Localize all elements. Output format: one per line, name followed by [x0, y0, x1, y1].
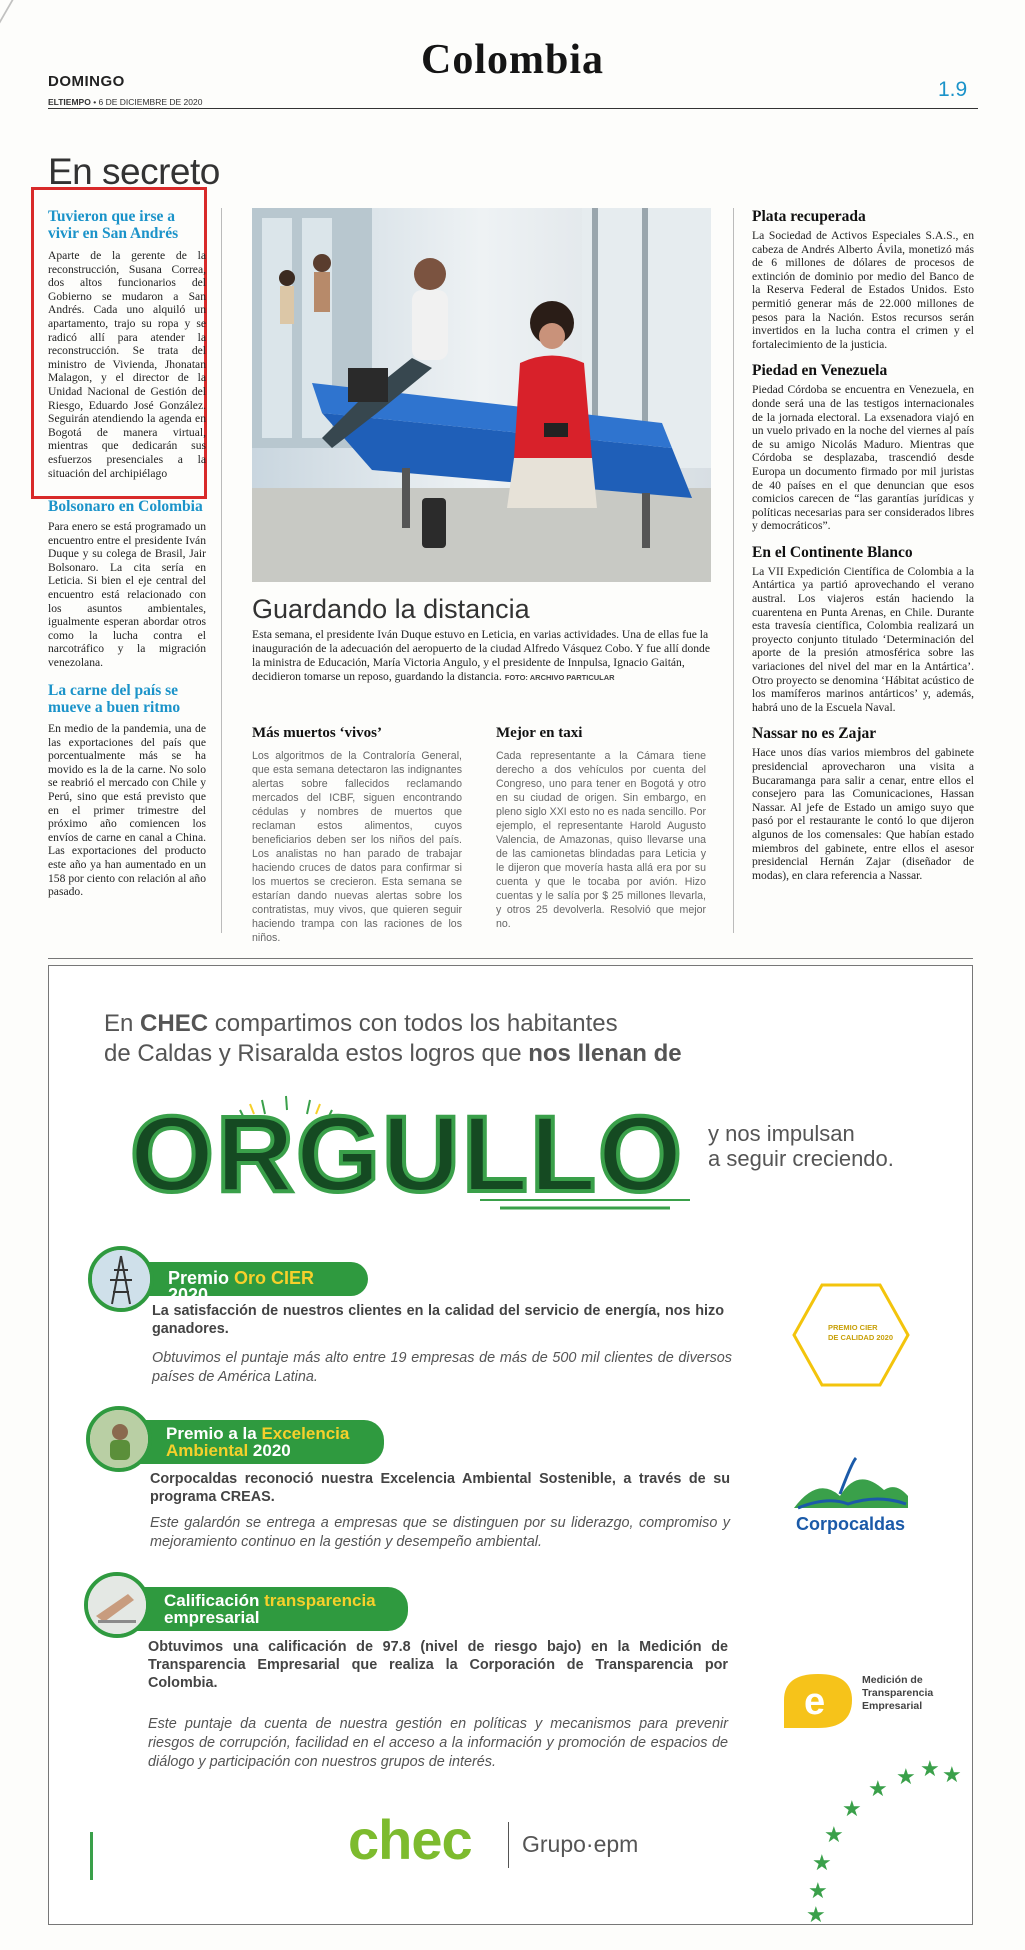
transparencia-text: Medición de Transparencia Empresarial: [862, 1674, 934, 1712]
story-title: Bolsonaro en Colombia: [48, 498, 203, 515]
award-title-highlight: Ambiental: [166, 1441, 249, 1460]
page-corner-mark: [0, 0, 24, 40]
award-title-highlight: transparencia: [264, 1591, 376, 1610]
power-tower-icon: [88, 1246, 154, 1312]
ad-intro-text: de Caldas y Risaralda estos logros que: [104, 1040, 529, 1067]
column-rule: [221, 208, 222, 933]
photo-credit: FOTO: ARCHIVO PARTICULAR: [504, 673, 615, 682]
corpocaldas-text: Corpocaldas: [795, 1514, 906, 1534]
footer-small-mark: [90, 1832, 106, 1880]
airport-waiting-photo: [252, 208, 711, 582]
story-title: En el Continente Blanco: [752, 543, 913, 561]
badge-text-2: DE CALIDAD 2020: [828, 1333, 894, 1342]
power-tower-graphic: [92, 1250, 150, 1308]
corpocaldas-logo: [788, 1456, 913, 1536]
section-title: En secreto: [48, 151, 220, 192]
story-body: La VII Expedición Científica de Colombia a la Antártica ya partió aprovechando el verano austral. Los viajeros están haciendo la cuarentena en Punta Arenas, en Chile. Durante esta travesía científica, Colombia realizará un proyecto conjunto titulado ‘Determinación del aporte de la presión atmosférica sobre las variaciones del nivel del mar en la Antártica’. Otro proyecto se denomina ‘Hábitat acústico de los mamíferos marinos antárticos’ y, además, habrá uno de la Escuela Naval.: [752, 564, 974, 714]
story-title: La carne del país se mueve a buen ritmo: [48, 682, 181, 716]
svg-text:e: e: [804, 1681, 826, 1723]
award-title-part: Premio: [168, 1268, 235, 1288]
story-body: Hace unos días varios miembros del gabinete presidencial aprovecharon una visita a Bucaramanga para salir a cenar, entre ellos el consejero para las Comunicaciones, Hassan Nassar. Al jefe de Estado un amigo suyo que pasó por el restaurante le contó lo que dijeron algunos de los comensales: Que habían estado miembros del gabinete, entre ellos el asesor presidencial Hernán Zajar (diseñador de modas), en clara referencia a Nassar.: [752, 746, 974, 882]
ad-intro-text: compartimos con todos los habitantes: [208, 1010, 618, 1037]
story-title: Más muertos ‘vivos’: [252, 725, 382, 741]
grupo-epm-logo: Grupo·epm: [522, 1831, 639, 1857]
footer-divider: [508, 1822, 509, 1868]
award-text: Obtuvimos una calificación de 97.8 (nivel de riesgo bajo) en la Medición de Transparencia Empresarial que realiza la Corporación de Transparencia por Colombia.: [148, 1639, 728, 1691]
left-column: [48, 208, 206, 914]
photo-caption: Esta semana, el presidente Iván Duque estuvo en Leticia, en varias actividades. Una de ellas fue la inauguración de la adecuación del aeropuerto de la ciudad Alfredo Vásquez Cobo. Y fue allí donde la ministra de Educación, María Victoria Angulo, y el presidente de Innpulsa, Ignacio Gaitán, decidieron tomarse un reposo, guardando la distancia.: [252, 628, 710, 683]
story-body: Cada representante a la Cámara tiene derecho a dos vehículos por cuenta del Congreso, uno para tener en Bogotá y otro en su ciudad de origen. Sin embargo, en pleno siglo XXI esto no es nada sencillo. Por ejemplo, el representante Harold Augusto Valencia, de Amazonas, quiso llevarse una de las camionetas blindadas para Leticia y le dijeron que movería hasta allá era por su cuenta y que le tocaba por avión. Hizo cuentas y le salía por $ 25 millones llevarla, y otros 25 devolverla. Resolvió que mejor no.: [496, 750, 706, 930]
ad-tagline-line: y nos impulsan: [708, 1121, 855, 1146]
header-dateline: ELTIEMPO • 6 DE DICIEMBRE DE 2020: [48, 97, 203, 107]
photo-caption-block: [252, 628, 712, 685]
mid-story-1: [252, 724, 462, 945]
stars-decor: ★ ★ ★ ★ ★ ★ ★ ★ ★: [806, 1757, 962, 1928]
award-text: Corpocaldas reconoció nuestra Excelencia Ambiental Sostenible, a través de su programa CREAS.: [150, 1471, 730, 1505]
header-day: DOMINGO: [48, 73, 125, 90]
transparency-e-icon: [778, 1670, 858, 1732]
writing-hand-graphic: [88, 1576, 146, 1634]
award-title-part: empresarial: [164, 1608, 260, 1627]
story-body: Aparte de la gerente de la reconstrucción, Susana Correa, dos altos funcionarios del Gobierno se mudaron a San Andrés. Cada uno alquiló un apartamento, trajo su ropa y se radicó allí para atender la reconstrucción. Se trata del ministro de Vivienda, Jhonatan Malagon, y el director de la Unidad Nacional de Gestión del Riesgo, Eduardo José González. Seguirán atendiendo la agenda en Bogotá de manera virtual, mientras que dedicarán sus esfuerzos presenciales a la situación del archipiélago: [48, 249, 206, 480]
transparencia-logo: [778, 1670, 948, 1736]
news-photo: [252, 208, 711, 582]
ad-intro: [104, 1009, 682, 1069]
header-rule: [48, 108, 978, 109]
story-body: Para enero se está programado un encuentro entre el presidente Iván Duque y su colega de Brasil, Jair Bolsonaro. La cita sería en Leticia. Si bien el eje central del encuentro está relacionado con los asuntos ambientales, igualmente esperan abordar otros como la lucha contra el narcotráfico y la migración venezolana.: [48, 520, 206, 669]
mid-story-2: [496, 724, 706, 931]
orgullo-word: ORGULLO: [130, 1093, 684, 1214]
mountain-icon: [788, 1456, 913, 1516]
ad-tagline: [708, 1121, 894, 1171]
story-title: Plata recuperada: [752, 208, 866, 225]
story-title: Piedad en Venezuela: [752, 362, 888, 380]
story-title: Nassar no es Zajar: [752, 725, 877, 743]
story-body: La Sociedad de Activos Especiales S.A.S., en cabeza de Andrés Alberto Ávila, monetizó más de 6 millones de dólares de procesos de extinción de dominio por medio del Banco de la Reserva Federal de Estados Unidos. Esto permitió generar más de 22.000 millones de pesos para la Nación. Estos recursos serán invertidos en la lucha contra el crimen y el fortalecimiento de la justicia.: [752, 229, 974, 351]
chec-logo: chec: [348, 1808, 472, 1871]
award-title-highlight: Oro CIER: [234, 1268, 315, 1288]
premio-cier-logo: [792, 1283, 910, 1387]
ad-intro-text: En: [104, 1010, 141, 1037]
award-title-part: 2020: [168, 1285, 209, 1305]
handshake-icon: [84, 1572, 150, 1638]
header-paper: ELTIEMPO: [48, 97, 91, 107]
ad-tagline-line: a seguir creciendo.: [708, 1146, 894, 1171]
award-detail: Este puntaje da cuenta de nuestra gestión en políticas y mecanismos para prevenir riesgos de corrupción, facilidad en el acceso a la información y promoción de espacios de diálogo y participación con nuestros grupos de interés.: [148, 1716, 728, 1770]
story-title: Tuvieron que irse a vivir en San Andrés: [48, 208, 179, 242]
planting-icon: [86, 1406, 152, 1472]
award-title-part: 2020: [248, 1441, 291, 1460]
header-date: 6 DE DICIEMBRE DE 2020: [98, 97, 203, 107]
story-body: En medio de la pandemia, una de las exportaciones del país que porcentualmente más se ha movido es la de la carne. No solo se reabrió el mercado con Chile y Perú, sino que está previsto que en el primer trimestre del próximo año comiencen los envíos de carne en canal a China. Las exportaciones del producto este año ya han aumentado en un 158 por ciento con relación al año pasado.: [48, 722, 206, 899]
right-column: [752, 208, 974, 882]
award-detail: Obtuvimos el puntaje más alto entre 19 empresas de más de 500 mil clientes de diversos países de América Latina.: [152, 1350, 732, 1385]
award-title-part: Premio a la: [166, 1424, 262, 1443]
award-transparencia-title: [106, 1587, 408, 1631]
ad-intro-brand: CHEC: [140, 1010, 209, 1037]
story-body: Los algoritmos de la Contraloría General, que esta semana detectaron las indignantes alertas sobre fallecidos reclamando mercados del ICBF, siguen encontrando cédulas y nombres de muertos que reclaman estos alimentos, cuyos beneficiarios deben ser los niños del país. Los analistas no han parado de trabajar haciendo cruces de datos para confirmar si los muertos se crecieron. Esta semana se estarían dando nuevas alertas sobre los contratistas, muy vivos, que quieren seguir haciendo trampa con las raciones de los niños.: [252, 750, 462, 944]
story-title: Mejor en taxi: [496, 725, 583, 741]
ad-separator: [48, 958, 973, 959]
badge-text-1: PREMIO CIER: [828, 1323, 878, 1332]
award-title-highlight: Excelencia: [261, 1424, 350, 1443]
planting-graphic: [90, 1410, 148, 1468]
section-header-title: Colombia: [420, 37, 604, 83]
photo-headline: Guardando la distancia: [252, 594, 530, 624]
column-rule: [733, 208, 734, 933]
ad-intro-bold: nos llenan de: [528, 1040, 682, 1067]
story-body: Piedad Córdoba se encuentra en Venezuela, en donde será una de las testigos internacionales de la jornada electoral. La exsenadora viajó en un vuelo privado en la noche del viernes al país de su amigo Nicolás Maduro. Mientras que Córdoba se desplazaba, trascendió desde Europa un documento firmado por mil juristas de 40 países en el que denuncian que esos comicios carecen de “las garantías jurídicas y políticas necesarias para ser considerados libres y democráticos”.: [752, 383, 974, 533]
page-number: 1.9: [938, 78, 968, 101]
award-detail: Este galardón se entrega a empresas que se distinguen por su liderazgo, compromiso y mejoramiento continuo en la gestión y desempeño ambiental.: [150, 1515, 730, 1550]
award-title-part: Calificación: [164, 1591, 265, 1610]
award-text: La satisfacción de nuestros clientes en la calidad del servicio de energía, nos hizo ganadores.: [152, 1303, 724, 1337]
